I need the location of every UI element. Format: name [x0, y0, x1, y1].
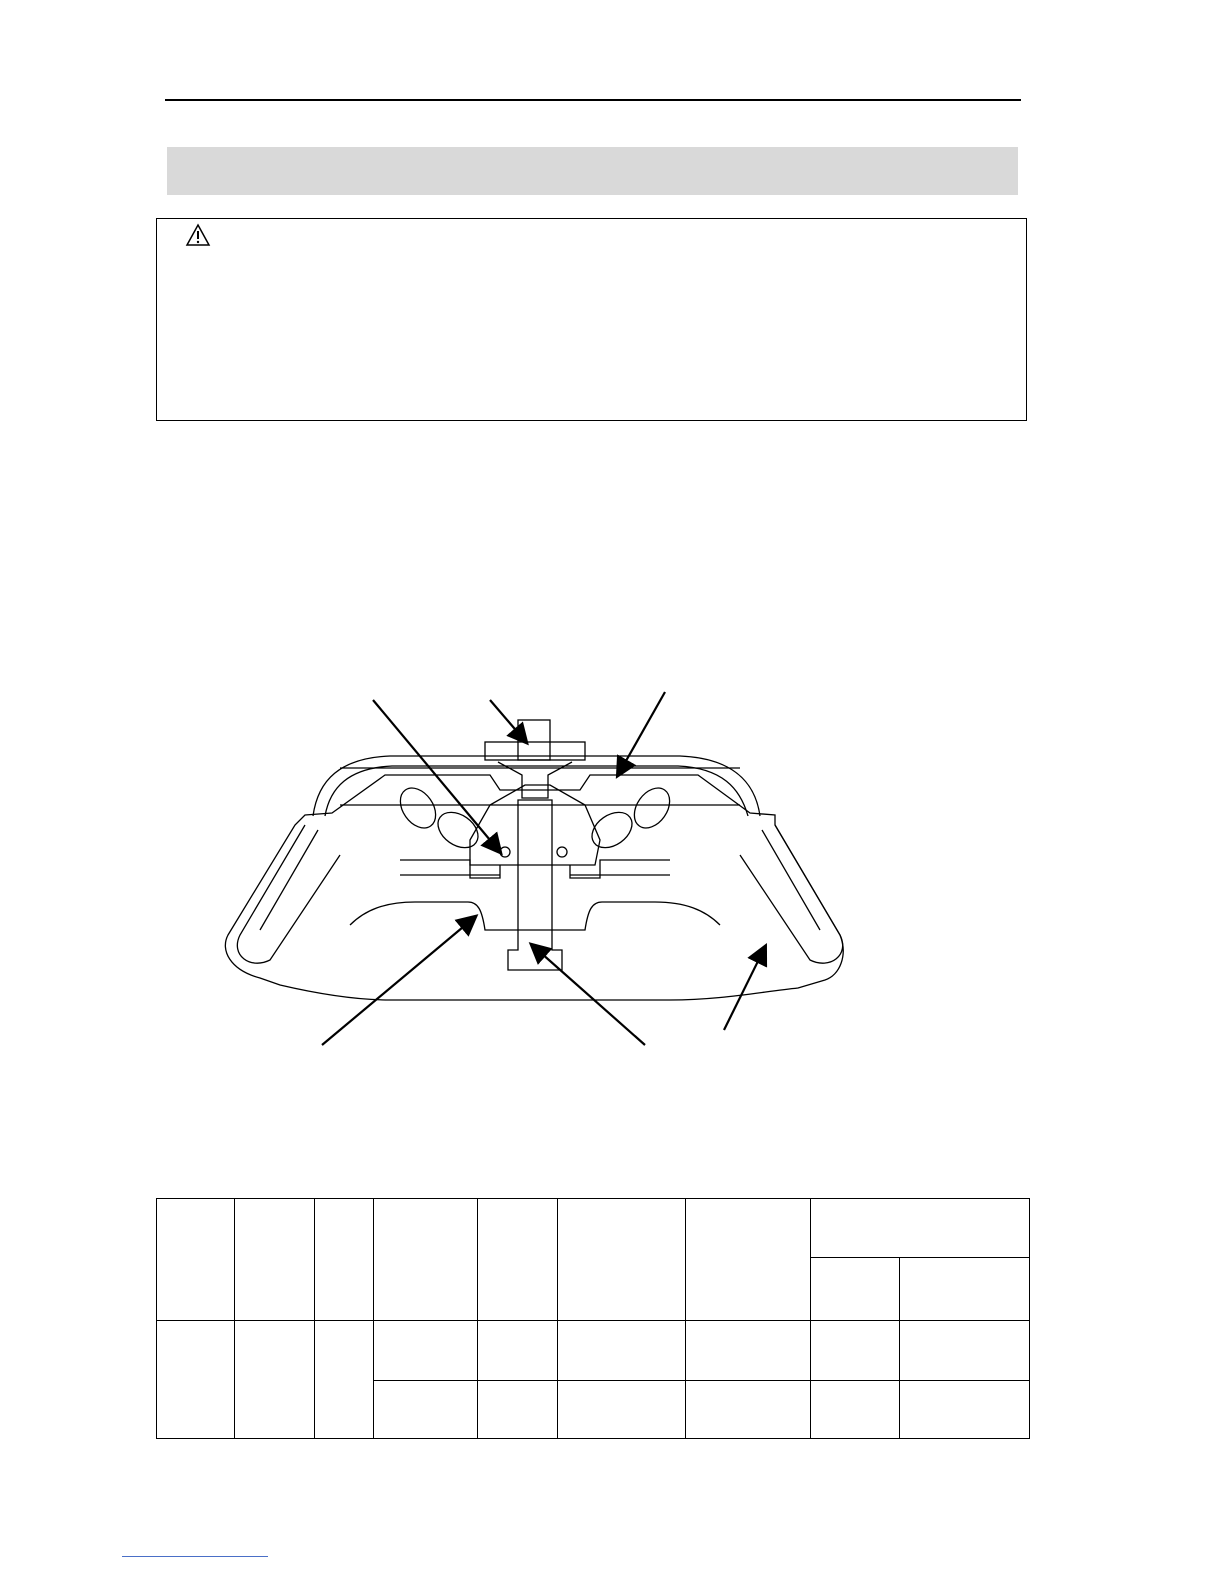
lid-knob	[485, 742, 585, 760]
table-header-cell	[811, 1199, 1030, 1258]
tube-hole	[627, 781, 677, 834]
table-header-cell	[157, 1199, 235, 1321]
table-cell	[374, 1380, 478, 1438]
central-hub	[470, 785, 600, 865]
specification-table	[156, 1198, 1030, 1439]
table-cell	[811, 1321, 900, 1380]
table-cell	[157, 1321, 235, 1439]
table-cell	[558, 1380, 686, 1438]
spindle	[508, 800, 562, 970]
table-header-cell	[811, 1258, 900, 1321]
warning-triangle-icon	[185, 223, 211, 247]
table-cell	[374, 1321, 478, 1380]
tube-hole	[393, 781, 443, 834]
callout-arrow-spindle	[532, 945, 645, 1045]
rotor-cross-section-diagram	[200, 680, 880, 1060]
table-cell	[315, 1321, 374, 1439]
table-header-cell	[315, 1199, 374, 1321]
table-cell	[811, 1380, 900, 1438]
table-header-cell	[900, 1258, 1030, 1321]
table-cell	[478, 1321, 558, 1380]
table-cell	[900, 1321, 1030, 1380]
section-title-bar	[167, 147, 1018, 195]
callout-arrow-body	[322, 917, 475, 1045]
table-header-cell	[374, 1199, 478, 1321]
tube-arm-right	[740, 825, 843, 963]
o-ring-right	[557, 847, 567, 857]
table-header-cell	[235, 1199, 315, 1321]
table-header-cell	[478, 1199, 558, 1321]
table-cell	[686, 1321, 811, 1380]
footer-link-underline	[122, 1556, 268, 1557]
o-ring-left	[500, 847, 510, 857]
table-cell	[478, 1380, 558, 1438]
table-header-cell	[558, 1199, 686, 1321]
table-cell	[686, 1380, 811, 1438]
tube-hole	[585, 805, 638, 855]
table-cell	[558, 1321, 686, 1380]
header-rule	[165, 99, 1021, 101]
table-header-cell	[686, 1199, 811, 1321]
callout-arrow-o-ring	[373, 700, 500, 852]
lid-outline	[313, 756, 760, 816]
table-cell	[900, 1380, 1030, 1438]
tube-hole	[431, 805, 484, 855]
table-cell	[235, 1321, 315, 1439]
callout-arrow-tube-arm	[724, 947, 765, 1030]
callout-arrow-knob	[490, 700, 526, 742]
callout-arrow-lid	[618, 692, 665, 775]
warning-box	[156, 218, 1027, 421]
